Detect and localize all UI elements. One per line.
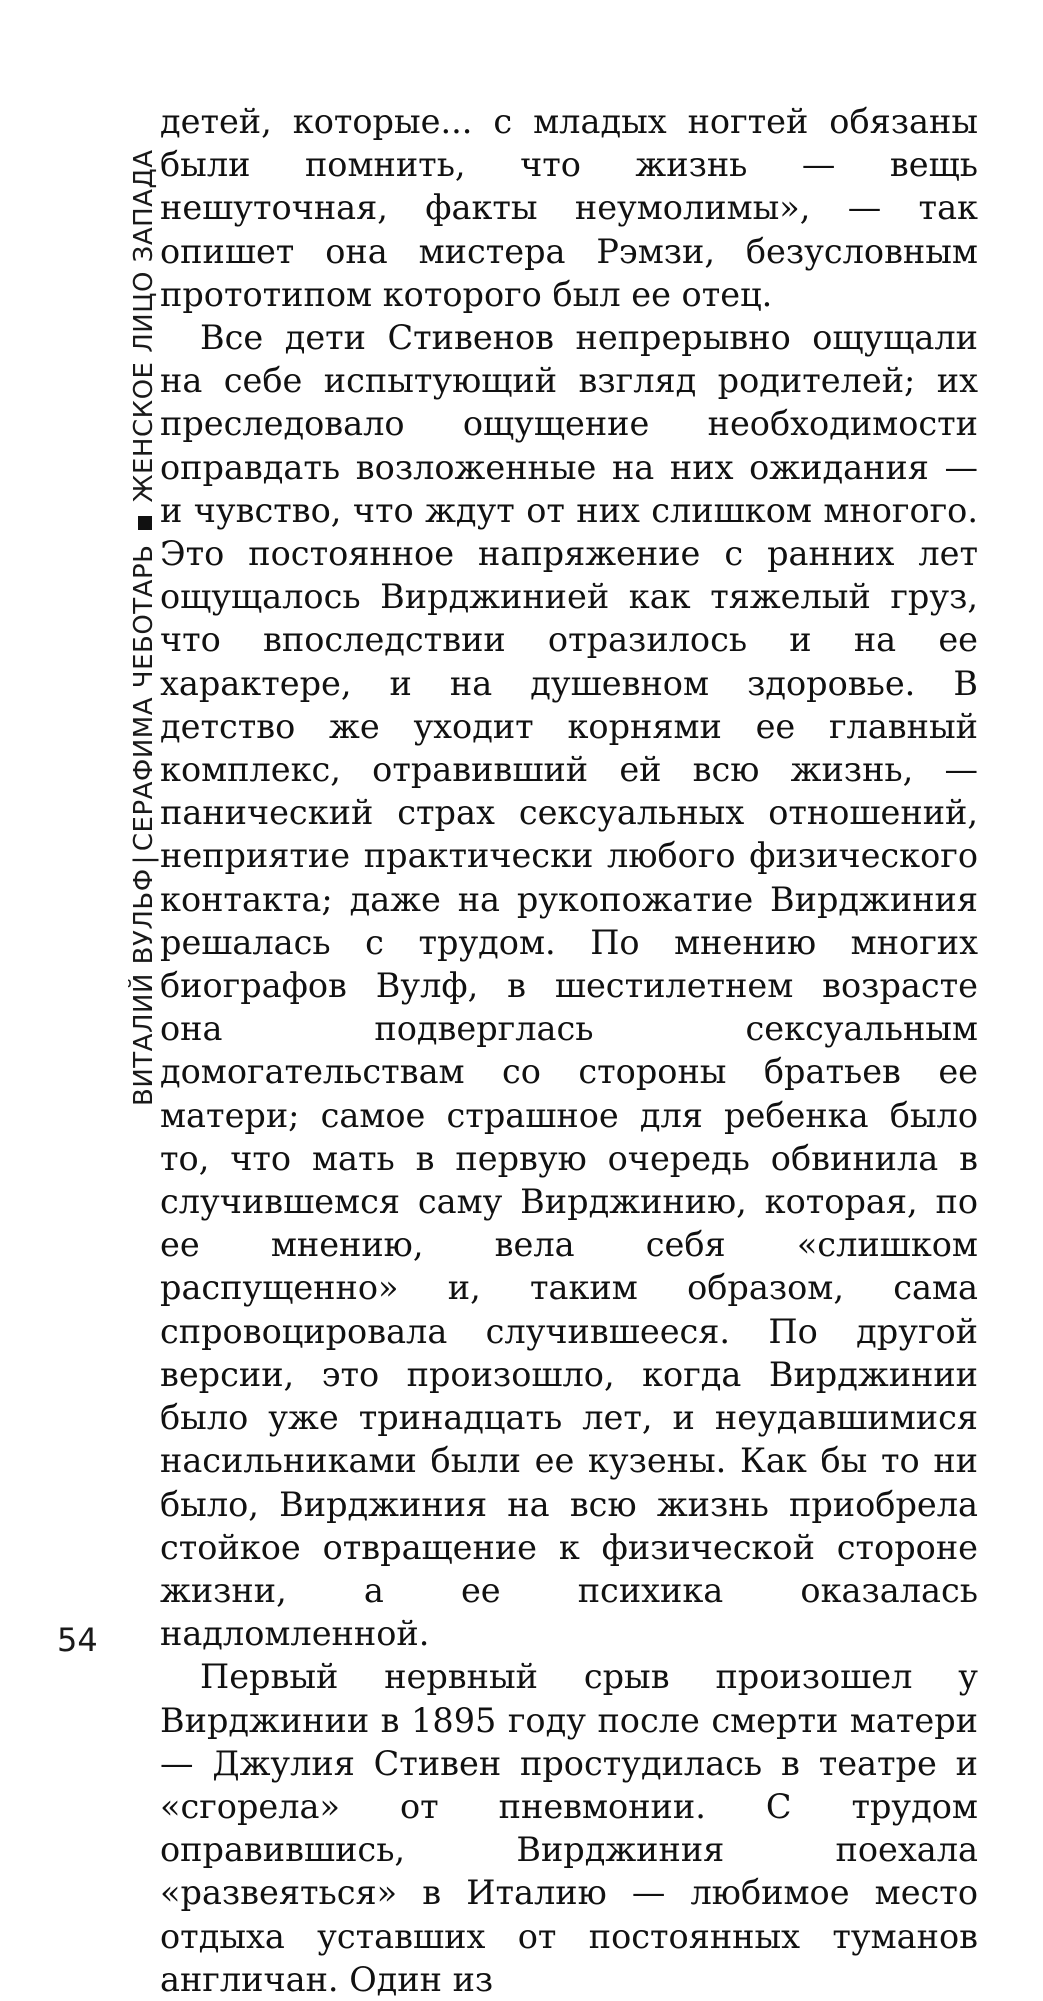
running-head [124, 126, 164, 1106]
running-head-author: ВИТАЛИЙ ВУЛЬФ [129, 868, 159, 1106]
running-head-separator: | [129, 855, 159, 865]
page-number: 54 [57, 1621, 98, 1659]
running-head-coauthor: СЕРАФИМА ЧЕБОТАРЬ [129, 544, 159, 852]
square-bullet-icon [138, 517, 152, 531]
body-text [160, 100, 978, 2001]
paragraph-continuation: детей, которые... с младых ногтей обязаны были помнить, что жизнь — вещь нешуточная, факты неумолимы», — так опишет она мистера Рэмзи, безусловным прототипом которого был ее отец. [160, 102, 978, 314]
paragraph: Первый нервный срыв произошел у Вирджинии в 1895 году после смерти матери — Джулия Стивен простудилась в театре и «сгорела» от пневмонии. С трудом оправившись, Вирджиния поехала «развеяться» в Италию — любимое место отдыха уставших от постоянных туманов англичан. Один из [160, 1657, 978, 1999]
running-head-title: ЖЕНСКОЕ ЛИЦО ЗАПАДА [129, 149, 159, 503]
paragraph: Все дети Стивенов непрерывно ощущали на себе испытующий взгляд родителей; их преследовало ощущение необходимости оправдать возложенные на них ожидания — и чувство, что ждут от них слишком многого. Это постоянное напряжение с ранних лет ощущалось Вирджинией как тяжелый груз, что впоследствии отразилось и на ее характере, и на душевном здоровье. В детство же уходит корнями ее главный комплекс, отравивший ей всю жизнь, — панический страх сексуальных отношений, неприятие практически любого физического контакта; даже на рукопожатие Вирджиния решалась с трудом. По мнению многих биографов Вулф, в шестилетнем возрасте она подверглась сексуальным домогательствам со стороны братьев ее матери; самое страшное для ребенка было то, что мать в первую очередь обвинила в случившемся саму Вирджинию, которая, по ее мнению, вела себя «слишком распущенно» и, таким образом, сама спровоцировала случившееся. По другой версии, это произошло, когда Вирджинии было уже тринадцать лет, и неудавшимися насильниками были ее кузены. Как бы то ни было, Вирджиния на всю жизнь приобрела стойкое отвращение к физической стороне жизни, а ее психика оказалась надломленной. [160, 318, 978, 1654]
